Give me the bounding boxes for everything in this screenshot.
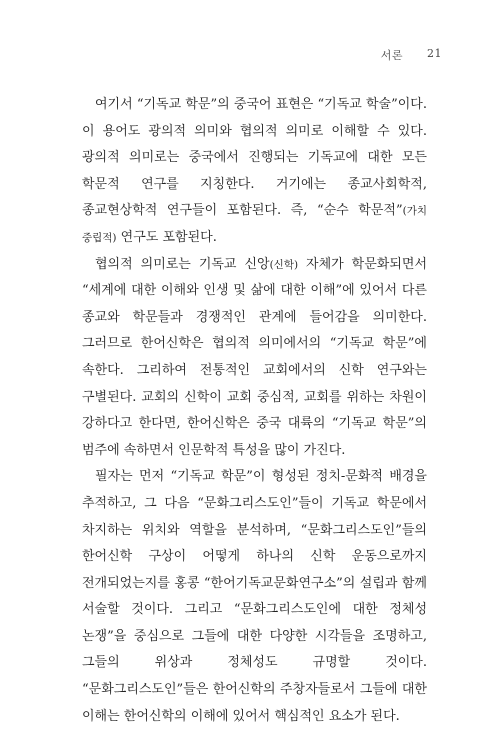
paragraph-1 [82, 92, 427, 252]
paragraph-text: 필자는 먼저 “기독교 학문”이 형성된 정치-문화적 배경을 추적하고, 그 다음 “문화그리스도인”들이 기독교 학문에서 차지하는 위치와 역할을 분석하며, “문화그리스도인”들의 한어신학 구상이 어떻게 하나의 신학 운동으로까지 전개되었는지를 홍콩 “한어기독교문화연구소”의 설립과 함께 서술할 것이다. 그리고 “문화그리스도인에 대한 정체성 논쟁”을 중심으로 그들에 대한 다양한 시각들을 조명하고, 그들의 위상과 정체성도 규명할 것이다. “문화그리스도인”들은 한어신학의 주창자들로서 그들에 대한 이해는 한어신학의 이해에 있어서 핵심적인 요소가 된다. [82, 469, 427, 724]
page-number: 21 [427, 47, 442, 60]
body-text [82, 92, 427, 730]
running-header [381, 47, 442, 63]
paragraph-text: 여기서 “기독교 학문”의 중국어 표현은 “기독교 학술”이다. 이 용어도 광의적 의미와 협의적 의미로 이해할 수 있다. 광의적 의미로는 중국에서 진행되는 기독교에 대한 모든 학문적 연구를 지칭한다. 거기에는 종교사회학적, 종교현상학적 연구들이 포함된다. 즉, “순수 학문적” [82, 97, 427, 219]
parenthetical-note: (가치 중립적) [82, 205, 427, 244]
parenthetical-note: (신학) [269, 258, 299, 271]
paragraph-text: 연구도 포함된다. [116, 229, 217, 245]
paragraph-text: 자체가 학문화되면서 “세계에 대한 이해와 인생 및 삶에 대한 이해”에 있어서 다른 종교와 학문들과 경쟁적인 관계에 들어감을 의미한다. 그러므로 한어신학은 협의적 의미에서의 “기독교 학문”에 속한다. 그리하여 전통적인 교회에서의 신학 연구와는 구별된다. 교회의 신학이 교회 중심적, 교회를 위하는 차원이 강하다고 한다면, 한어신학은 중국 대륙의 “기독교 학문”의 범주에 속하면서 인문학적 특성을 많이 가진다. [82, 256, 427, 458]
paragraph-3 [82, 464, 427, 730]
paragraph-text: 협의적 의미로는 기독교 신앙 [95, 256, 270, 272]
section-title: 서론 [380, 49, 403, 62]
paragraph-2 [82, 252, 427, 465]
